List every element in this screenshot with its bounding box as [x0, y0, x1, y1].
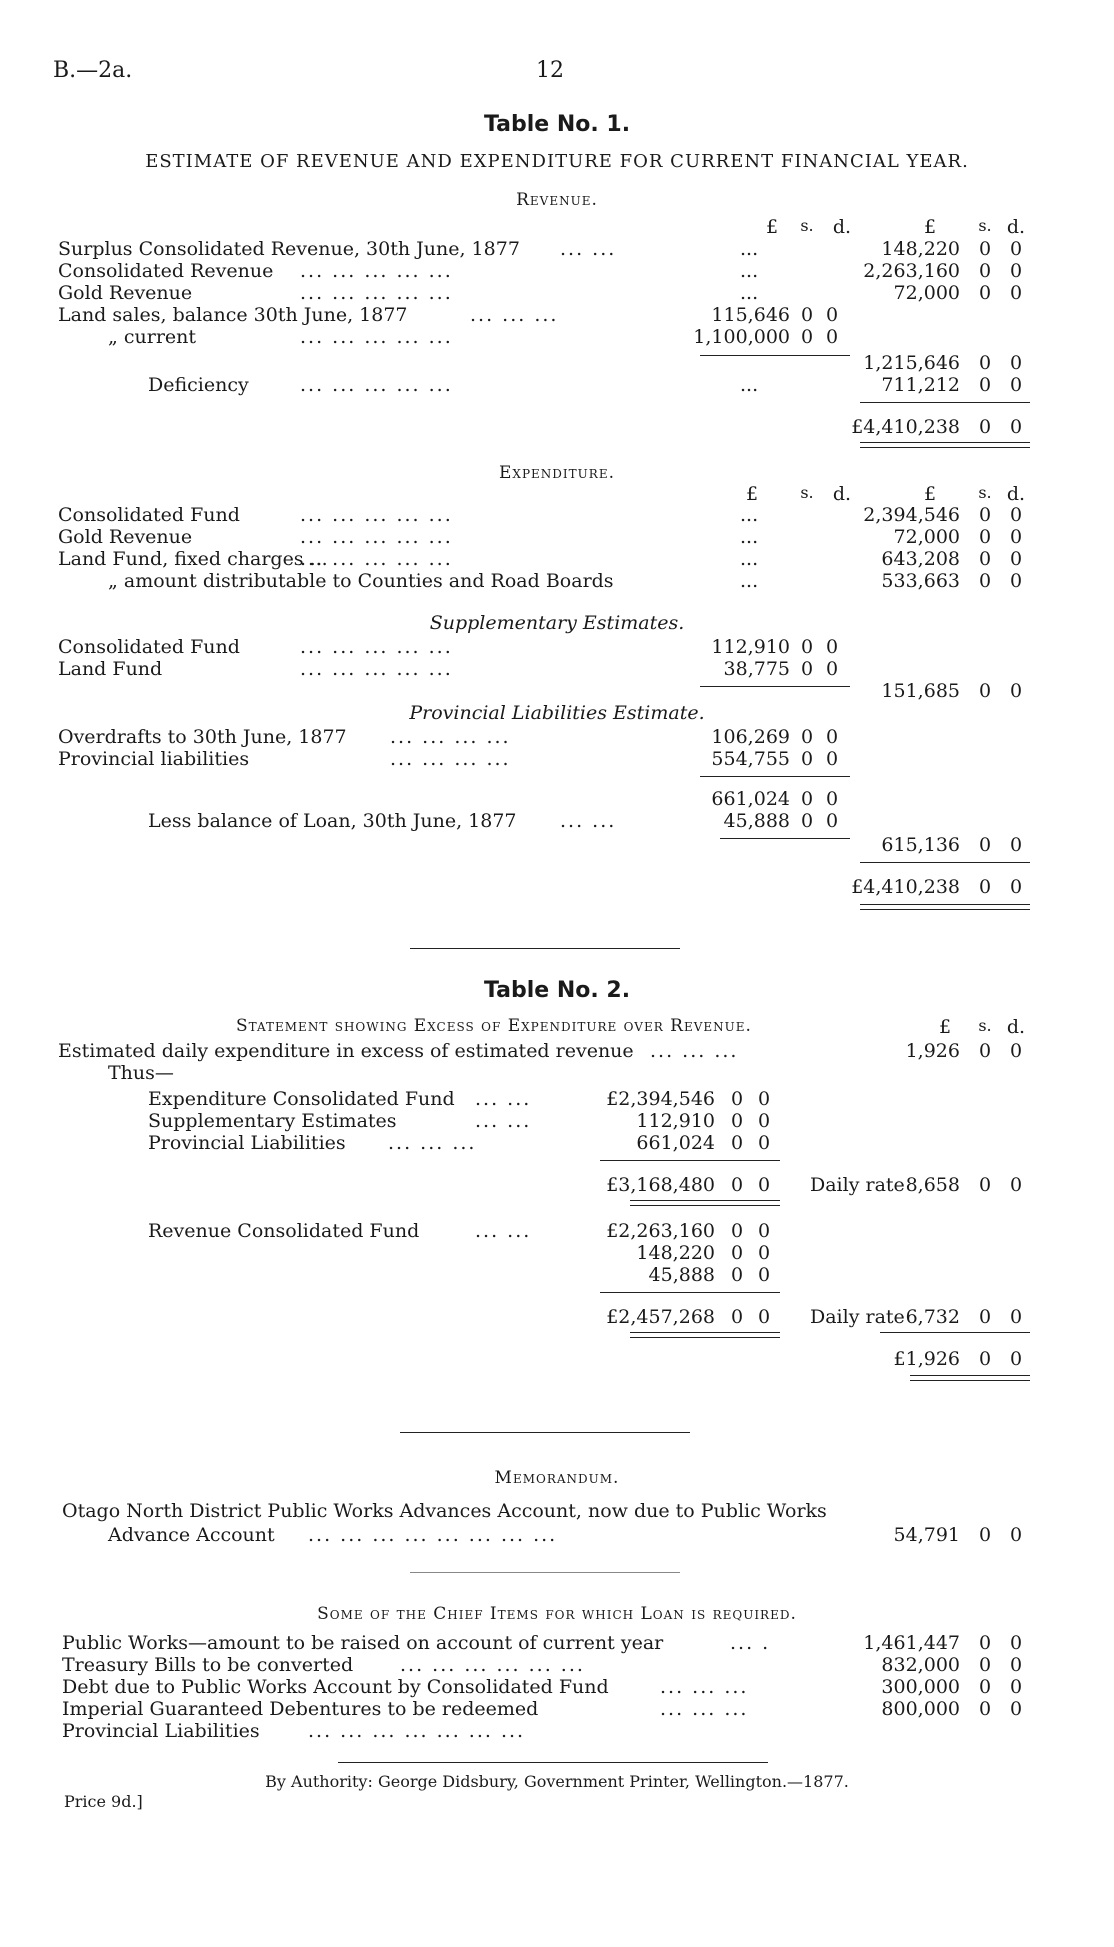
row-dots: ... ... ... ... ... — [300, 326, 453, 348]
row-dots: ... ... ... ... ... — [300, 504, 453, 526]
row-pounds: 533,663 — [881, 570, 960, 592]
col-pound-right: £ — [923, 216, 937, 238]
row-mid-shillings: 0 — [800, 658, 814, 680]
row-pounds: 300,000 — [881, 1676, 960, 1698]
memorandum-dots: ... ... ... ... ... ... ... ... — [308, 1524, 558, 1546]
row-pounds: £2,263,160 — [606, 1220, 715, 1242]
provincial-total: 615,136 — [881, 834, 960, 856]
sum-shillings: 0 — [730, 1306, 744, 1328]
row-pence: 0 — [1009, 1676, 1023, 1698]
col-pound-mid: £ — [765, 216, 779, 238]
row-dots: ... ... ... ... — [390, 726, 511, 748]
provincial-heading: Provincial Liabilities Estimate. — [409, 702, 705, 724]
row-shillings: 0 — [978, 282, 992, 304]
row-mid-pence: 0 — [825, 304, 839, 326]
row-dots: ... ... — [475, 1088, 532, 1110]
col-d-mid: d. — [832, 216, 852, 238]
row-dots: ... ... — [475, 1110, 532, 1132]
memorandum-line1: Otago North District Public Works Advances Account, now due to Public Works — [62, 1500, 827, 1522]
rule — [860, 862, 1030, 863]
row-dots: ... ... ... ... ... — [300, 658, 453, 680]
row-mid-pounds: 38,775 — [723, 658, 790, 680]
col-d-right: d. — [1006, 216, 1026, 238]
row-mid-pounds: 112,910 — [711, 636, 790, 658]
provincial-total-d: 0 — [1009, 834, 1023, 856]
row-pence: 0 — [1009, 1698, 1023, 1720]
row-pence: 0 — [1009, 282, 1023, 304]
memorandum-heading: Memorandum. — [494, 1468, 620, 1488]
row-mid-dots: ... — [740, 548, 759, 570]
daily-rate-value: 6,732 — [905, 1306, 960, 1328]
daily-rate-d: 0 — [1009, 1174, 1023, 1196]
rule — [860, 402, 1030, 403]
sum-pounds: £2,457,268 — [606, 1306, 715, 1328]
sum-shillings: 0 — [730, 1174, 744, 1196]
memorandum-shillings: 0 — [978, 1524, 992, 1546]
row-mid-dots: ... — [740, 238, 759, 260]
row-label: Surplus Consolidated Revenue, 30th June, 1877 — [58, 238, 520, 260]
sum-pounds: £3,168,480 — [606, 1174, 715, 1196]
row-shillings: 0 — [978, 1676, 992, 1698]
row-pounds: 148,220 — [636, 1242, 715, 1264]
row-pence: 0 — [757, 1088, 771, 1110]
row-label: Consolidated Fund — [58, 504, 240, 526]
daily-rate-value: 8,658 — [905, 1174, 960, 1196]
row-mid-pence: 0 — [825, 748, 839, 770]
memorandum-pence: 0 — [1009, 1524, 1023, 1546]
row-label: Provincial Liabilities — [62, 1720, 260, 1742]
row-pounds: 1,461,447 — [863, 1632, 960, 1654]
rule — [720, 838, 850, 839]
supplementary-total-d: 0 — [1009, 680, 1023, 702]
row-pounds: 800,000 — [881, 1698, 960, 1720]
row-label: Deficiency — [148, 374, 249, 396]
row-pounds: 72,000 — [893, 526, 960, 548]
row-dots: ... . — [730, 1632, 771, 1654]
row-dots: ... ... ... ... ... — [300, 636, 453, 658]
row-shillings: 0 — [730, 1242, 744, 1264]
row-pounds: 2,394,546 — [863, 504, 960, 526]
col-s-right: s. — [978, 483, 992, 502]
row-pounds: 45,888 — [648, 1264, 715, 1286]
row-mid-dots: ... — [740, 570, 759, 592]
daily-rate-label: Daily rate — [810, 1306, 905, 1328]
row-dots: ... ... ... — [660, 1698, 749, 1720]
row-pence: 0 — [1009, 1040, 1023, 1062]
row-shillings: 0 — [978, 260, 992, 282]
row-label: Provincial liabilities — [58, 748, 250, 770]
supplementary-total-s: 0 — [978, 680, 992, 702]
row-label: Provincial Liabilities — [148, 1132, 346, 1154]
row-shillings: 0 — [978, 1040, 992, 1062]
row-shillings: 0 — [978, 526, 992, 548]
row-pounds: 112,910 — [636, 1110, 715, 1132]
row-dots: ... ... ... ... ... ... ... — [308, 1720, 526, 1742]
row-label: „ current — [108, 326, 197, 348]
row-pence: 0 — [757, 1220, 771, 1242]
row-shillings: 0 — [730, 1220, 744, 1242]
row-label: Expenditure Consolidated Fund — [148, 1088, 455, 1110]
row-label: Consolidated Revenue — [58, 260, 274, 282]
section-divider — [410, 948, 680, 949]
row-mid-pounds: 554,755 — [711, 748, 790, 770]
printer-authority: By Authority: George Didsbury, Government Printer, Wellington.—1877. — [265, 1772, 849, 1791]
row-dots: ... ... ... — [660, 1676, 749, 1698]
row-mid-dots: ... — [740, 526, 759, 548]
page-number: 12 — [536, 58, 564, 83]
final-excess-s: 0 — [978, 1348, 992, 1370]
double-rule — [860, 904, 1030, 910]
price: Price 9d.] — [64, 1792, 143, 1811]
col-d: d. — [1006, 1016, 1026, 1038]
row-mid-pence: 0 — [825, 658, 839, 680]
row-pounds: 832,000 — [881, 1654, 960, 1676]
row-shillings: 0 — [978, 238, 992, 260]
row-mid-dots: ... — [740, 374, 759, 396]
row-dots: ... ... ... ... ... — [300, 548, 453, 570]
row-label: Revenue Consolidated Fund — [148, 1220, 420, 1242]
row-dots: ... ... — [475, 1220, 532, 1242]
row-mid-dots: ... — [740, 282, 759, 304]
land-sales-total-d: 0 — [1009, 352, 1023, 374]
row-shillings: 0 — [730, 1110, 744, 1132]
row-pence: 0 — [1009, 548, 1023, 570]
final-excess-d: 0 — [1009, 1348, 1023, 1370]
col-pound-mid: £ — [745, 483, 759, 505]
rule — [600, 1292, 780, 1293]
row-label: Estimated daily expenditure in excess of estimated revenue — [58, 1040, 634, 1062]
row-pence: 0 — [1009, 260, 1023, 282]
row-shillings: 0 — [978, 570, 992, 592]
final-excess: £1,926 — [893, 1348, 960, 1370]
row-mid-shillings: 0 — [800, 726, 814, 748]
col-d-mid: d. — [832, 483, 852, 505]
row-label: Gold Revenue — [58, 282, 193, 304]
table2-title: Table No. 2. — [483, 978, 631, 1003]
expenditure-total-s: 0 — [978, 876, 992, 898]
document-code: B.—2a. — [53, 58, 133, 83]
row-mid-pounds: 1,100,000 — [693, 326, 790, 348]
expenditure-heading: Expenditure. — [499, 463, 615, 483]
row-label: Treasury Bills to be converted — [62, 1654, 354, 1676]
row-dots: ... ... — [560, 810, 617, 832]
row-mid-pence: 0 — [825, 726, 839, 748]
row-pence: 0 — [757, 1264, 771, 1286]
double-rule — [630, 1200, 780, 1206]
rule — [700, 355, 850, 356]
row-pounds: 711,212 — [881, 374, 960, 396]
row-pounds: 661,024 — [636, 1132, 715, 1154]
row-label: Less balance of Loan, 30th June, 1877 — [148, 810, 517, 832]
expenditure-total: £4,410,238 — [851, 876, 960, 898]
row-mid-pounds: 45,888 — [723, 810, 790, 832]
row-pence: 0 — [757, 1132, 771, 1154]
provincial-total-s: 0 — [978, 834, 992, 856]
revenue-total: £4,410,238 — [851, 416, 960, 438]
row-dots: ... ... ... ... ... — [300, 526, 453, 548]
row-pounds: 148,220 — [881, 238, 960, 260]
row-dots: ... ... ... ... ... ... — [400, 1654, 585, 1676]
row-pounds: 72,000 — [893, 282, 960, 304]
row-mid-pence: 0 — [825, 636, 839, 658]
col-s-right: s. — [978, 216, 992, 235]
row-label: Land Fund — [58, 658, 163, 680]
col-s-mid: s. — [800, 216, 814, 235]
provincial-sum-s: 0 — [800, 788, 814, 810]
row-pence: 0 — [1009, 1654, 1023, 1676]
row-dots: ... ... ... — [470, 304, 559, 326]
table2-subtitle: Statement showing Excess of Expenditure over Revenue. — [236, 1016, 752, 1036]
row-pence: 0 — [1009, 1632, 1023, 1654]
row-shillings: 0 — [978, 548, 992, 570]
row-dots: ... ... ... ... ... — [300, 374, 453, 396]
row-mid-pence: 0 — [825, 810, 839, 832]
row-pence: 0 — [1009, 374, 1023, 396]
row-shillings: 0 — [978, 504, 992, 526]
row-pence: 0 — [1009, 504, 1023, 526]
footer-rule — [338, 1762, 768, 1763]
row-dots: ... ... ... — [650, 1040, 739, 1062]
supplementary-total: 151,685 — [881, 680, 960, 702]
row-pence: 0 — [1009, 238, 1023, 260]
row-dots: ... ... — [560, 238, 617, 260]
row-label: Overdrafts to 30th June, 1877 — [58, 726, 347, 748]
row-mid-shillings: 0 — [800, 326, 814, 348]
col-pound: £ — [938, 1016, 952, 1038]
memorandum-line2: Advance Account — [108, 1524, 275, 1546]
daily-rate-s: 0 — [978, 1174, 992, 1196]
row-shillings: 0 — [978, 374, 992, 396]
row-label: Land sales, balance 30th June, 1877 — [58, 304, 408, 326]
row-pence: 0 — [757, 1110, 771, 1132]
row-mid-shillings: 0 — [800, 304, 814, 326]
section-divider — [410, 1572, 680, 1573]
rule — [700, 686, 850, 687]
row-shillings: 0 — [978, 1654, 992, 1676]
row-pounds: 643,208 — [881, 548, 960, 570]
row-dots: ... ... ... ... ... — [300, 282, 453, 304]
row-shillings: 0 — [730, 1088, 744, 1110]
thus-label: Thus— — [108, 1062, 174, 1084]
double-rule — [630, 1332, 780, 1338]
provincial-sum-d: 0 — [825, 788, 839, 810]
row-dots: ... ... ... — [388, 1132, 477, 1154]
rule — [600, 1160, 780, 1161]
rule — [700, 776, 850, 777]
supplementary-heading: Supplementary Estimates. — [429, 612, 685, 634]
daily-rate-d: 0 — [1009, 1306, 1023, 1328]
row-label: Consolidated Fund — [58, 636, 240, 658]
row-mid-pounds: 106,269 — [711, 726, 790, 748]
row-label: „ amount distributable to Counties and Road Boards — [108, 570, 614, 592]
col-s: s. — [978, 1016, 992, 1035]
row-mid-shillings: 0 — [800, 636, 814, 658]
revenue-heading: Revenue. — [516, 190, 598, 210]
row-shillings: 0 — [978, 1698, 992, 1720]
loan-heading: Some of the Chief Items for which Loan is required. — [317, 1604, 797, 1624]
row-pence: 0 — [757, 1242, 771, 1264]
land-sales-total-s: 0 — [978, 352, 992, 374]
row-mid-pence: 0 — [825, 326, 839, 348]
daily-rate-label: Daily rate — [810, 1174, 905, 1196]
double-rule — [910, 1375, 1030, 1381]
row-shillings: 0 — [730, 1264, 744, 1286]
row-label: Supplementary Estimates — [148, 1110, 397, 1132]
memorandum-pounds: 54,791 — [893, 1524, 960, 1546]
col-pound-right: £ — [923, 483, 937, 505]
row-pounds: £2,394,546 — [606, 1088, 715, 1110]
row-pounds: 1,926 — [905, 1040, 960, 1062]
section-divider — [400, 1432, 690, 1433]
double-rule — [860, 442, 1030, 448]
row-mid-shillings: 0 — [800, 748, 814, 770]
daily-rate-s: 0 — [978, 1306, 992, 1328]
row-label: Public Works—amount to be raised on account of current year — [62, 1632, 664, 1654]
sum-pence: 0 — [757, 1174, 771, 1196]
row-label: Land Fund, fixed charges ... — [58, 548, 328, 570]
row-mid-dots: ... — [740, 504, 759, 526]
row-shillings: 0 — [730, 1132, 744, 1154]
table1-subtitle: ESTIMATE OF REVENUE AND EXPENDITURE FOR CURRENT FINANCIAL YEAR. — [145, 151, 969, 172]
row-dots: ... ... ... ... — [390, 748, 511, 770]
row-label: Imperial Guaranteed Debentures to be redeemed — [62, 1698, 539, 1720]
row-dots: ... ... ... ... ... — [300, 260, 453, 282]
table1-title: Table No. 1. — [483, 112, 631, 137]
provincial-sum: 661,024 — [711, 788, 790, 810]
row-pounds: 2,263,160 — [863, 260, 960, 282]
revenue-total-s: 0 — [978, 416, 992, 438]
row-mid-dots: ... — [740, 260, 759, 282]
row-label: Debt due to Public Works Account by Consolidated Fund — [62, 1676, 609, 1698]
row-mid-shillings: 0 — [800, 810, 814, 832]
row-pence: 0 — [1009, 570, 1023, 592]
row-label: Gold Revenue — [58, 526, 193, 548]
row-pence: 0 — [1009, 526, 1023, 548]
expenditure-total-d: 0 — [1009, 876, 1023, 898]
col-s-mid: s. — [800, 483, 814, 502]
land-sales-total: 1,215,646 — [863, 352, 960, 374]
sum-pence: 0 — [757, 1306, 771, 1328]
row-shillings: 0 — [978, 1632, 992, 1654]
rule — [880, 1332, 1030, 1333]
col-d-right: d. — [1006, 483, 1026, 505]
row-mid-pounds: 115,646 — [711, 304, 790, 326]
revenue-total-d: 0 — [1009, 416, 1023, 438]
